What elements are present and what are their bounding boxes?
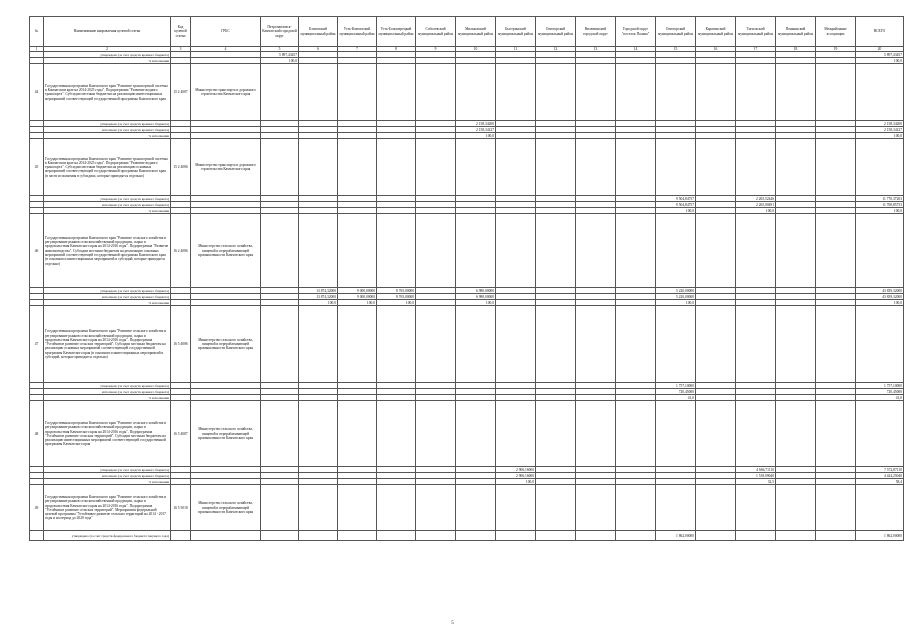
column-header: Олюторский муниципальный район bbox=[656, 17, 696, 47]
empty-cell bbox=[338, 139, 377, 196]
empty-cell bbox=[261, 139, 299, 196]
column-header: Тигильский муниципальный район bbox=[736, 17, 776, 47]
value-cell: 720,45000 bbox=[856, 389, 904, 395]
value-cell: 2 906,16000 bbox=[496, 473, 536, 479]
empty-cell bbox=[536, 485, 576, 531]
value-cell: 8 765,00000 bbox=[377, 294, 416, 300]
program-row bbox=[30, 139, 904, 196]
value-cell bbox=[696, 531, 736, 541]
table-header bbox=[30, 17, 904, 47]
program-row bbox=[30, 64, 904, 121]
empty-cell bbox=[736, 214, 776, 288]
value-cell bbox=[616, 531, 656, 541]
value-cell: 100,0 bbox=[856, 300, 904, 306]
grbs-name: Министерство сельского хозяйства, пищевой и перерабатывающей промышленности Камчатского края bbox=[191, 401, 261, 467]
empty-cell bbox=[616, 306, 656, 383]
value-cell: 2 158,34127 bbox=[456, 127, 496, 133]
row-label: исполнено (за счет средств краевого бюджета) bbox=[44, 127, 171, 133]
column-header: Городской округ "поселок Палана" bbox=[616, 17, 656, 47]
column-number: 11 bbox=[496, 47, 536, 52]
value-cell: 43 839,32000 bbox=[856, 294, 904, 300]
column-number: 14 bbox=[616, 47, 656, 52]
column-header: № bbox=[30, 17, 44, 47]
empty-cell bbox=[616, 401, 656, 467]
row-label: утверждено (за счет средств краевого бюджета) bbox=[44, 121, 171, 127]
value-cell bbox=[816, 531, 856, 541]
empty-cell bbox=[576, 214, 616, 288]
row-label: % исполнения bbox=[44, 58, 171, 64]
empty-cell bbox=[536, 306, 576, 383]
value-cell: 100,0 bbox=[456, 133, 496, 139]
table-row bbox=[30, 531, 904, 541]
empty-cell bbox=[299, 485, 338, 531]
row-label: исполнено (за счет средств краевого бюджета) bbox=[44, 389, 171, 395]
value-cell: 2 265,00491 bbox=[736, 202, 776, 208]
program-name: Государственная программа Камчатского края "Развитие сельского хозяйства и регулирование рынков сельскохозяйственной продукции, сырья и продовольствия Камчатского края на 2014-2016 годы". Подпрограмма "Устойчивое развитие сельских территорий". Субсидии местным бюджетам на реализацию инвестиционных мероприятий соответствующей государственной программы Камчатского края bbox=[44, 401, 171, 467]
value-cell: 5 897,43457 bbox=[261, 52, 299, 58]
value-cell bbox=[536, 531, 576, 541]
column-header: ГРБС bbox=[191, 17, 261, 47]
column-header: Усть-Большерецкий муниципальный район bbox=[377, 17, 416, 47]
value-cell bbox=[496, 531, 536, 541]
value-cell: 100,0 bbox=[656, 300, 696, 306]
program-name: Государственная программа Камчатского края "Развитие транспортной системы в Камчатском крае на 2014-2025 годы". Подпрограмма "Развитие водного транспорта". Субсидии местным бюджетам на реализацию основных мероприятий соответствующей государственной программы Камчатского края (в части исполнения в субсидиях, которые приводятся отдельно) bbox=[44, 139, 171, 196]
empty-cell bbox=[456, 485, 496, 531]
value-cell: 100,0 bbox=[338, 300, 377, 306]
value-cell: 6 980,00000 bbox=[456, 288, 496, 294]
value-cell: 100,0 bbox=[377, 300, 416, 306]
empty-cell bbox=[261, 485, 299, 531]
column-number: 8 bbox=[377, 47, 416, 52]
empty-cell bbox=[416, 401, 456, 467]
column-header: Петропавловск-Камчатский городской округ bbox=[261, 17, 299, 47]
row-label: исполнено (за счет средств краевого бюджета) bbox=[44, 202, 171, 208]
column-number: 7 bbox=[338, 47, 377, 52]
empty-cell bbox=[736, 401, 776, 467]
empty-cell bbox=[776, 64, 816, 121]
empty-cell bbox=[456, 64, 496, 121]
row-number: 49 bbox=[30, 485, 44, 531]
empty-cell bbox=[616, 139, 656, 196]
row-label: утверждено (за счет средств федерального бюджета текущего года) bbox=[44, 531, 171, 541]
empty-cell bbox=[696, 485, 736, 531]
empty-cell bbox=[736, 139, 776, 196]
empty-cell bbox=[496, 64, 536, 121]
column-header: Наименование направления целевой статьи bbox=[44, 17, 171, 47]
value-cell: 58,4 bbox=[856, 479, 904, 485]
column-header: Вилючинский городской округ bbox=[576, 17, 616, 47]
empty-cell bbox=[576, 64, 616, 121]
empty-cell bbox=[816, 64, 856, 121]
grbs-name: Министерство транспорта и дорожного строительства Камчатского края bbox=[191, 64, 261, 121]
empty-cell bbox=[656, 485, 696, 531]
value-cell bbox=[776, 531, 816, 541]
value-cell: 2 158,34127 bbox=[856, 127, 904, 133]
empty-cell bbox=[299, 64, 338, 121]
empty-cell bbox=[299, 401, 338, 467]
row-label: утверждено (за счет средств краевого бюджета) bbox=[44, 196, 171, 202]
column-number: 18 bbox=[776, 47, 816, 52]
empty-cell bbox=[576, 139, 616, 196]
empty-cell bbox=[416, 485, 456, 531]
row-number: 47 bbox=[30, 306, 44, 383]
empty-cell bbox=[496, 214, 536, 288]
row-number: 48 bbox=[30, 401, 44, 467]
empty-cell bbox=[856, 139, 904, 196]
row-label: утверждено (за счет средств краевого бюджета) bbox=[44, 467, 171, 473]
empty-cell bbox=[816, 485, 856, 531]
table-body bbox=[30, 47, 904, 541]
empty-cell bbox=[536, 214, 576, 288]
row-label: утверждено (за счет средств краевого бюджета) bbox=[44, 383, 171, 389]
value-cell: 7 572,87110 bbox=[856, 467, 904, 473]
value-cell bbox=[377, 531, 416, 541]
grbs-cell bbox=[191, 531, 261, 541]
column-number: 9 bbox=[416, 47, 456, 52]
column-header: Межрайонные ассоциации bbox=[816, 17, 856, 47]
value-cell: 4 424,25040 bbox=[856, 473, 904, 479]
column-number: 3 bbox=[171, 47, 191, 52]
column-number: 10 bbox=[456, 47, 496, 52]
value-cell: 100,0 bbox=[736, 208, 776, 214]
empty-cell bbox=[696, 306, 736, 383]
empty-cell bbox=[576, 485, 616, 531]
value-cell: 100,0 bbox=[299, 300, 338, 306]
empty-cell bbox=[856, 306, 904, 383]
value-cell: 1 757,10000 bbox=[856, 383, 904, 389]
value-cell bbox=[299, 531, 338, 541]
empty-cell bbox=[696, 401, 736, 467]
column-number: 17 bbox=[736, 47, 776, 52]
value-cell: 1 862,00000 bbox=[656, 531, 696, 541]
value-cell: 1 757,10000 bbox=[656, 383, 696, 389]
column-header: Пенжинский муниципальный район bbox=[776, 17, 816, 47]
empty-cell bbox=[377, 64, 416, 121]
value-cell: 2 158,34200 bbox=[856, 121, 904, 127]
value-cell: 9 504,84757 bbox=[656, 202, 696, 208]
empty-cell bbox=[736, 485, 776, 531]
value-cell: 2 906,16000 bbox=[496, 467, 536, 473]
empty-cell bbox=[377, 401, 416, 467]
row-label: % исполнения bbox=[44, 479, 171, 485]
value-cell bbox=[736, 531, 776, 541]
row-number: 46 bbox=[30, 214, 44, 288]
empty-cell bbox=[377, 306, 416, 383]
empty-cell bbox=[816, 306, 856, 383]
value-cell: 11 769,85753 bbox=[856, 202, 904, 208]
empty-cell bbox=[299, 139, 338, 196]
row-label: утверждено (за счет средств краевого бюджета) bbox=[44, 288, 171, 294]
program-name: Государственная программа Камчатского края "Развитие транспортной системы в Камчатском крае на 2014-2025 годы". Подпрограмма "Развитие водного транспорта". Субсидии местным бюджетам на реализацию инвестиционных мероприятий соответствующей государственной программы Камчатского края bbox=[44, 64, 171, 121]
column-number: 12 bbox=[536, 47, 576, 52]
empty-cell bbox=[656, 214, 696, 288]
column-header: Быстринский муниципальный район bbox=[496, 17, 536, 47]
program-row bbox=[30, 485, 904, 531]
value-cell bbox=[416, 531, 456, 541]
empty-cell bbox=[856, 401, 904, 467]
column-header: Соболевский муниципальный район bbox=[416, 17, 456, 47]
value-cell: 32,5 bbox=[736, 479, 776, 485]
value-cell: 2 158,34200 bbox=[456, 121, 496, 127]
empty-cell bbox=[261, 401, 299, 467]
grbs-name: Министерство сельского хозяйства, пищевой и перерабатывающей промышленности Камчатского края bbox=[191, 485, 261, 531]
code-cell bbox=[171, 531, 191, 541]
empty-cell bbox=[616, 485, 656, 531]
empty-cell bbox=[496, 306, 536, 383]
value-cell: 100,0 bbox=[856, 58, 904, 64]
value-cell: 5 897,43457 bbox=[856, 52, 904, 58]
row-label: утверждено (за счет средств краевого бюджета) bbox=[44, 52, 171, 58]
value-cell bbox=[576, 531, 616, 541]
column-header: Елизовский муниципальный район bbox=[299, 17, 338, 47]
empty-cell bbox=[299, 214, 338, 288]
empty-cell bbox=[377, 485, 416, 531]
empty-cell bbox=[776, 401, 816, 467]
value-cell: 5 220,00000 bbox=[656, 288, 696, 294]
empty-cell bbox=[656, 64, 696, 121]
program-code: 15 2 4086 bbox=[171, 139, 191, 196]
value-cell: 5 220,00000 bbox=[656, 294, 696, 300]
empty-cell bbox=[377, 139, 416, 196]
empty-cell bbox=[536, 401, 576, 467]
empty-cell bbox=[377, 214, 416, 288]
program-code: 16 5 5018 bbox=[171, 485, 191, 531]
column-number: 20 bbox=[856, 47, 904, 52]
column-header: Мильковский муниципальный район bbox=[456, 17, 496, 47]
value-cell bbox=[338, 531, 377, 541]
value-cell: 6 980,00000 bbox=[456, 294, 496, 300]
value-cell bbox=[261, 531, 299, 541]
empty-cell bbox=[736, 306, 776, 383]
value-cell: 8 765,00000 bbox=[377, 288, 416, 294]
row-label: % исполнения bbox=[44, 300, 171, 306]
empty-cell bbox=[456, 306, 496, 383]
grbs-name: Министерство транспорта и дорожного строительства Камчатского края bbox=[191, 139, 261, 196]
empty-cell bbox=[776, 485, 816, 531]
row-number: 45 bbox=[30, 139, 44, 196]
empty-cell bbox=[576, 306, 616, 383]
value-cell: 2 265,52446 bbox=[736, 196, 776, 202]
empty-cell bbox=[456, 214, 496, 288]
column-number: 2 bbox=[44, 47, 171, 52]
row-label: % исполнения bbox=[44, 395, 171, 401]
value-cell: 1 518,09040 bbox=[736, 473, 776, 479]
empty-cell bbox=[776, 139, 816, 196]
value-cell: 100,0 bbox=[456, 300, 496, 306]
value-cell: 41,0 bbox=[656, 395, 696, 401]
empty-cell bbox=[536, 64, 576, 121]
value-cell: 43 839,32000 bbox=[856, 288, 904, 294]
empty-cell bbox=[816, 401, 856, 467]
empty-cell bbox=[496, 401, 536, 467]
row-label: исполнено (за счет средств краевого бюджета) bbox=[44, 294, 171, 300]
empty-cell bbox=[736, 64, 776, 121]
value-cell: 9 000,00000 bbox=[338, 288, 377, 294]
value-cell bbox=[456, 531, 496, 541]
column-number: 19 bbox=[816, 47, 856, 52]
empty-cell bbox=[261, 214, 299, 288]
column-number: 1 bbox=[30, 47, 44, 52]
column-header: Усть-Камчатский муниципальный район bbox=[338, 17, 377, 47]
value-cell: 720,45000 bbox=[656, 389, 696, 395]
row-label: % исполнения bbox=[44, 208, 171, 214]
column-number: 13 bbox=[576, 47, 616, 52]
value-cell: 9 504,84757 bbox=[656, 196, 696, 202]
grbs-name: Министерство сельского хозяйства, пищевой и перерабатывающей промышленности Камчатского края bbox=[191, 306, 261, 383]
row-label: исполнено (за счет средств краевого бюджета) bbox=[44, 473, 171, 479]
program-code: 16 2 4086 bbox=[171, 214, 191, 288]
empty-cell bbox=[456, 139, 496, 196]
empty-cell bbox=[696, 139, 736, 196]
empty-cell bbox=[416, 214, 456, 288]
value-cell: 100,0 bbox=[856, 208, 904, 214]
column-header: ВСЕГО bbox=[856, 17, 904, 47]
column-number: 16 bbox=[696, 47, 736, 52]
column-number: 6 bbox=[299, 47, 338, 52]
empty-cell bbox=[496, 485, 536, 531]
empty-cell bbox=[856, 214, 904, 288]
value-cell: 9 000,00000 bbox=[338, 294, 377, 300]
program-code: 15 2 4087 bbox=[171, 64, 191, 121]
report-table bbox=[29, 16, 904, 541]
empty-cell bbox=[416, 64, 456, 121]
value-cell: 11 770,37203 bbox=[856, 196, 904, 202]
row-number-cell bbox=[30, 531, 44, 541]
program-code: 16 5 4087 bbox=[171, 401, 191, 467]
column-header: Код целевой статьи bbox=[171, 17, 191, 47]
column-number: 4 bbox=[191, 47, 261, 52]
empty-cell bbox=[816, 139, 856, 196]
column-header: Олюторский муниципальный район bbox=[536, 17, 576, 47]
empty-cell bbox=[776, 306, 816, 383]
empty-cell bbox=[576, 401, 616, 467]
value-cell: 100,0 bbox=[261, 58, 299, 64]
empty-cell bbox=[338, 64, 377, 121]
value-cell: 4 666,71110 bbox=[736, 467, 776, 473]
value-cell: 41,0 bbox=[856, 395, 904, 401]
empty-cell bbox=[616, 214, 656, 288]
grbs-name: Министерство сельского хозяйства, пищевой и перерабатывающей промышленности Камчатского края bbox=[191, 214, 261, 288]
empty-cell bbox=[696, 64, 736, 121]
value-cell: 13 874,32000 bbox=[299, 294, 338, 300]
empty-cell bbox=[261, 306, 299, 383]
empty-cell bbox=[299, 306, 338, 383]
empty-cell bbox=[416, 306, 456, 383]
empty-cell bbox=[338, 485, 377, 531]
empty-cell bbox=[696, 214, 736, 288]
column-number: 5 bbox=[261, 47, 299, 52]
value-cell: 100,0 bbox=[496, 479, 536, 485]
program-name: Государственная программа Камчатского края "Развитие сельского хозяйства и регулирование рынков сельскохозяйственной продукции, сырья и продовольствия Камчатского края на 2014-2016 годы". Подпрограмма "Развитие животноводства". Субсидии местным бюджетам на реализацию основных мероприятий соответствующей государственной программы Камчатского края (в основном и инвестиционных мероприятий и субсидий, которые приводятся отдельно) bbox=[44, 214, 171, 288]
empty-cell bbox=[856, 485, 904, 531]
value-cell: 1 862,00000 bbox=[856, 531, 904, 541]
empty-cell bbox=[261, 64, 299, 121]
empty-cell bbox=[856, 64, 904, 121]
row-number: 44 bbox=[30, 64, 44, 121]
empty-cell bbox=[536, 139, 576, 196]
program-row bbox=[30, 214, 904, 288]
page-number: 5 bbox=[451, 621, 454, 626]
empty-cell bbox=[656, 139, 696, 196]
empty-cell bbox=[776, 214, 816, 288]
empty-cell bbox=[656, 401, 696, 467]
empty-cell bbox=[338, 214, 377, 288]
empty-cell bbox=[816, 214, 856, 288]
value-cell: 100,0 bbox=[856, 133, 904, 139]
empty-cell bbox=[616, 64, 656, 121]
row-label: % исполнения bbox=[44, 133, 171, 139]
program-row bbox=[30, 401, 904, 467]
empty-cell bbox=[416, 139, 456, 196]
empty-cell bbox=[338, 401, 377, 467]
program-name: Государственная программа Камчатского края "Развитие сельского хозяйства и регулирование рынков сельскохозяйственной продукции, сырья и продовольствия Камчатского края на 2014-2016 годы". Подпрограмма "Устойчивое развитие сельских территорий". Субсидии местным бюджетам на реализацию основных мероприятий соответствующей государственной программы Камчатского края (в основном и инвестиционных мероприятий и субсидий, которые приводятся отдельно) bbox=[44, 306, 171, 383]
column-number: 15 bbox=[656, 47, 696, 52]
program-row bbox=[30, 306, 904, 383]
empty-cell bbox=[338, 306, 377, 383]
empty-cell bbox=[456, 401, 496, 467]
empty-cell bbox=[496, 139, 536, 196]
empty-cell bbox=[656, 306, 696, 383]
program-name: Государственная программа Камчатского края "Развитие сельского хозяйства и регулирование рынков сельскохозяйственной продукции, сырья и продовольствия Камчатского края на 2014-2016 годы". Подпрограмма "Устойчивое развитие сельских территорий". Мероприятия федеральной целевой программы "Устойчивое развитие сельских территорий на 2014 - 2017 годы и на период до 2020 года" bbox=[44, 485, 171, 531]
value-cell: 100,0 bbox=[656, 208, 696, 214]
column-header: Карагинский муниципальный район bbox=[696, 17, 736, 47]
value-cell: 13 874,32000 bbox=[299, 288, 338, 294]
program-code: 16 5 4086 bbox=[171, 306, 191, 383]
